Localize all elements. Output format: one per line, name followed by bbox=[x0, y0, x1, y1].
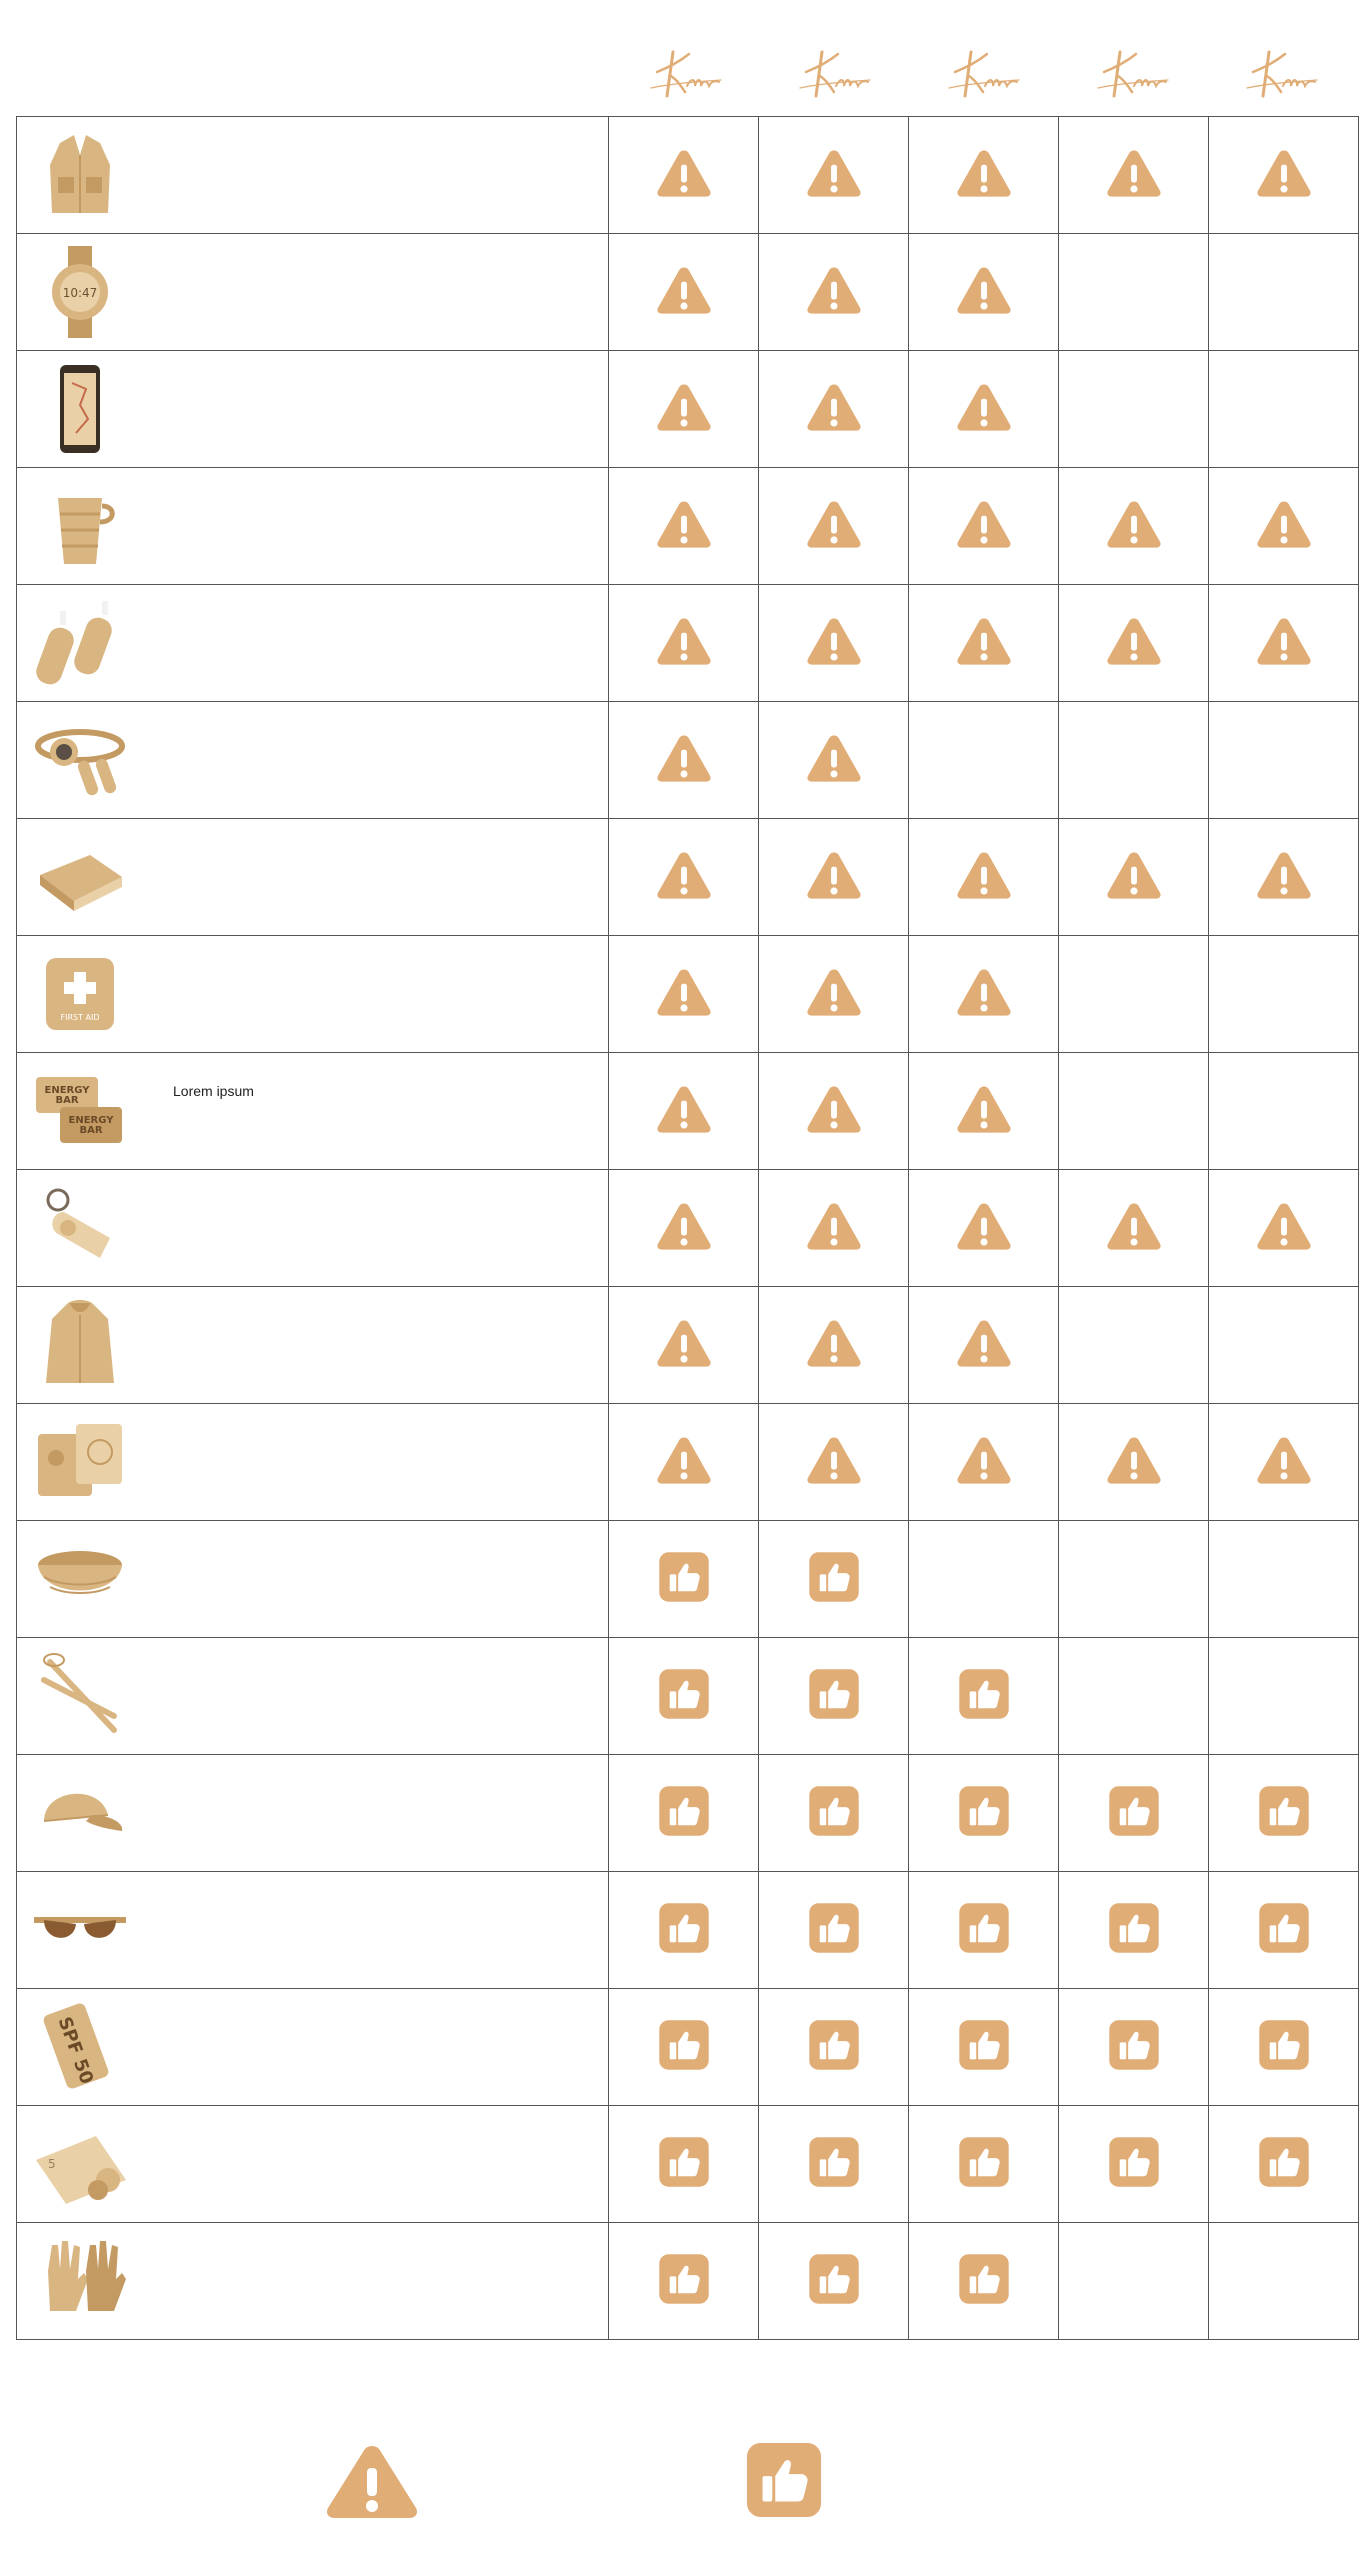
thumbs-up-icon bbox=[658, 2253, 710, 2305]
mark-cell-2 bbox=[759, 936, 909, 1053]
table-row bbox=[17, 234, 1359, 351]
item-cell-phone-map bbox=[17, 351, 609, 468]
warning-triangle-icon bbox=[654, 498, 714, 550]
warning-triangle-icon bbox=[804, 1200, 864, 1252]
mark-cell-5 bbox=[1209, 1989, 1359, 2106]
warning-triangle-icon bbox=[1254, 849, 1314, 901]
mark-cell-2 bbox=[759, 1755, 909, 1872]
km-signature-logo bbox=[645, 42, 725, 104]
warning-triangle-icon bbox=[1254, 1200, 1314, 1252]
item-cell-vest bbox=[17, 117, 609, 234]
warning-triangle-icon bbox=[804, 966, 864, 1018]
warning-triangle-icon bbox=[954, 849, 1014, 901]
warning-triangle-icon bbox=[654, 732, 714, 784]
mark-cell-1 bbox=[609, 1638, 759, 1755]
item-cell-first-aid-kit bbox=[17, 936, 609, 1053]
vest-illustration bbox=[25, 125, 135, 225]
mark-cell-2 bbox=[759, 468, 909, 585]
header-logo-1 bbox=[610, 30, 759, 115]
mark-cell-4 bbox=[1059, 1053, 1209, 1170]
gear-checklist-table bbox=[16, 116, 1359, 2340]
table-row bbox=[17, 1053, 1359, 1170]
mark-cell-2 bbox=[759, 1521, 909, 1638]
warning-triangle-icon bbox=[804, 147, 864, 199]
table-row bbox=[17, 702, 1359, 819]
thumbs-up-icon bbox=[1108, 2019, 1160, 2071]
mark-cell-3 bbox=[909, 2106, 1059, 2223]
thumbs-up-icon bbox=[1108, 2136, 1160, 2188]
mark-cell-3 bbox=[909, 1638, 1059, 1755]
mark-cell-1 bbox=[609, 936, 759, 1053]
mark-cell-4 bbox=[1059, 1989, 1209, 2106]
item-cell-collapsible-cup bbox=[17, 468, 609, 585]
item-cell-cap bbox=[17, 1755, 609, 1872]
mark-cell-4 bbox=[1059, 702, 1209, 819]
collapsible-bowl-illustration bbox=[25, 1529, 135, 1629]
mark-cell-4 bbox=[1059, 117, 1209, 234]
item-cell-whistle bbox=[17, 1170, 609, 1287]
warning-triangle-icon bbox=[654, 966, 714, 1018]
warning-triangle-icon bbox=[1104, 498, 1164, 550]
thumbs-up-icon bbox=[658, 2019, 710, 2071]
thumbs-up-icon bbox=[808, 2253, 860, 2305]
emergency-blanket-image bbox=[17, 819, 143, 935]
table-row bbox=[17, 1521, 1359, 1638]
mark-cell-2 bbox=[759, 1872, 909, 1989]
table-row bbox=[17, 1872, 1359, 1989]
item-cell-sunscreen bbox=[17, 1989, 609, 2106]
warning-triangle-icon bbox=[954, 1317, 1014, 1369]
item-cell-headlamp bbox=[17, 702, 609, 819]
mark-cell-5 bbox=[1209, 936, 1359, 1053]
mark-cell-4 bbox=[1059, 1287, 1209, 1404]
thumbs-up-icon bbox=[958, 1902, 1010, 1954]
mark-cell-5 bbox=[1209, 819, 1359, 936]
table-row bbox=[17, 117, 1359, 234]
header-logo-2 bbox=[759, 30, 908, 115]
mark-cell-3 bbox=[909, 1404, 1059, 1521]
soft-flasks-illustration bbox=[25, 593, 135, 693]
gloves-illustration bbox=[25, 2231, 135, 2331]
item-cell-gloves bbox=[17, 2223, 609, 2340]
warning-triangle-icon bbox=[1254, 147, 1314, 199]
table-row bbox=[17, 936, 1359, 1053]
table-row bbox=[17, 1287, 1359, 1404]
item-cell-soft-flasks bbox=[17, 585, 609, 702]
mark-cell-4 bbox=[1059, 1521, 1209, 1638]
thumbs-up-icon bbox=[658, 1785, 710, 1837]
jacket-illustration bbox=[25, 1295, 135, 1395]
smartwatch-illustration bbox=[25, 242, 135, 342]
id-cards-illustration bbox=[25, 1412, 135, 1512]
warning-triangle-icon bbox=[804, 1317, 864, 1369]
mark-cell-1 bbox=[609, 2106, 759, 2223]
thumbs-up-icon bbox=[808, 2019, 860, 2071]
thumbs-up-icon bbox=[1258, 2019, 1310, 2071]
mark-cell-2 bbox=[759, 1989, 909, 2106]
thumbs-up-icon bbox=[658, 2136, 710, 2188]
sunglasses-image bbox=[17, 1872, 143, 1988]
item-cell-collapsible-bowl bbox=[17, 1521, 609, 1638]
mark-cell-5 bbox=[1209, 1521, 1359, 1638]
mark-cell-4 bbox=[1059, 234, 1209, 351]
table-row bbox=[17, 1170, 1359, 1287]
mark-cell-5 bbox=[1209, 1872, 1359, 1989]
svg-text:SPF 50: SPF 50 bbox=[53, 2014, 98, 2087]
mark-cell-3 bbox=[909, 1170, 1059, 1287]
item-cell-jacket bbox=[17, 1287, 609, 1404]
thumbs-up-icon bbox=[658, 1902, 710, 1954]
mark-cell-4 bbox=[1059, 1872, 1209, 1989]
mark-cell-1 bbox=[609, 234, 759, 351]
mark-cell-4 bbox=[1059, 819, 1209, 936]
mark-cell-5 bbox=[1209, 351, 1359, 468]
mark-cell-2 bbox=[759, 585, 909, 702]
mark-cell-1 bbox=[609, 1989, 759, 2106]
mark-cell-1 bbox=[609, 1521, 759, 1638]
table-row bbox=[17, 1638, 1359, 1755]
table-row bbox=[17, 2106, 1359, 2223]
warning-triangle-icon bbox=[654, 1083, 714, 1135]
mark-cell-4 bbox=[1059, 351, 1209, 468]
item-cell-energy-bars bbox=[17, 1053, 609, 1170]
mark-cell-5 bbox=[1209, 234, 1359, 351]
mark-cell-5 bbox=[1209, 1638, 1359, 1755]
sunglasses-illustration bbox=[25, 1880, 135, 1980]
cash-image bbox=[17, 2106, 143, 2222]
mark-cell-3 bbox=[909, 1521, 1059, 1638]
warning-triangle-icon bbox=[804, 849, 864, 901]
thumbs-up-icon bbox=[808, 2136, 860, 2188]
thumbs-up-icon bbox=[1258, 1785, 1310, 1837]
mark-cell-4 bbox=[1059, 2223, 1209, 2340]
mark-cell-4 bbox=[1059, 936, 1209, 1053]
thumbs-up-icon bbox=[745, 2441, 823, 2519]
item-cell-sunglasses bbox=[17, 1872, 609, 1989]
cash-illustration bbox=[25, 2114, 135, 2214]
thumbs-up-icon bbox=[958, 1785, 1010, 1837]
mark-cell-3 bbox=[909, 819, 1059, 936]
warning-triangle-icon bbox=[1254, 498, 1314, 550]
warning-triangle-icon bbox=[1104, 1200, 1164, 1252]
mark-cell-3 bbox=[909, 2223, 1059, 2340]
thumbs-up-icon bbox=[658, 1551, 710, 1603]
thumbs-up-icon bbox=[958, 2253, 1010, 2305]
warning-triangle-icon bbox=[322, 2440, 422, 2520]
mark-cell-5 bbox=[1209, 1755, 1359, 1872]
warning-triangle-icon bbox=[1104, 147, 1164, 199]
mark-cell-5 bbox=[1209, 117, 1359, 234]
mark-cell-3 bbox=[909, 234, 1059, 351]
phone-map-illustration bbox=[25, 359, 135, 459]
mark-cell-1 bbox=[609, 117, 759, 234]
warning-triangle-icon bbox=[954, 1083, 1014, 1135]
cap-image bbox=[17, 1755, 143, 1871]
mark-cell-1 bbox=[609, 1872, 759, 1989]
warning-triangle-icon bbox=[804, 1083, 864, 1135]
thumbs-up-icon bbox=[808, 1668, 860, 1720]
smartwatch-image bbox=[17, 234, 143, 350]
warning-triangle-icon bbox=[804, 732, 864, 784]
mark-cell-3 bbox=[909, 468, 1059, 585]
mark-cell-3 bbox=[909, 117, 1059, 234]
mark-cell-4 bbox=[1059, 1170, 1209, 1287]
mark-cell-2 bbox=[759, 1638, 909, 1755]
km-signature-logo bbox=[794, 42, 874, 104]
mark-cell-1 bbox=[609, 468, 759, 585]
mark-cell-1 bbox=[609, 702, 759, 819]
mark-cell-3 bbox=[909, 1989, 1059, 2106]
table-row bbox=[17, 1989, 1359, 2106]
sunscreen-illustration bbox=[25, 1997, 135, 2097]
mark-cell-1 bbox=[609, 585, 759, 702]
mark-cell-3 bbox=[909, 1287, 1059, 1404]
warning-triangle-icon bbox=[654, 1200, 714, 1252]
trekking-poles-illustration bbox=[25, 1646, 135, 1746]
mark-cell-4 bbox=[1059, 2106, 1209, 2223]
thumbs-up-icon bbox=[958, 2019, 1010, 2071]
mark-cell-1 bbox=[609, 1053, 759, 1170]
table-row bbox=[17, 1755, 1359, 1872]
item-label: Lorem ipsum bbox=[173, 1083, 254, 1099]
gloves-image bbox=[17, 2223, 143, 2339]
svg-text:BAR: BAR bbox=[79, 1125, 103, 1136]
thumbs-up-icon bbox=[1108, 1785, 1160, 1837]
item-cell-smartwatch bbox=[17, 234, 609, 351]
mark-cell-5 bbox=[1209, 2106, 1359, 2223]
energy-bars-image bbox=[17, 1053, 143, 1169]
warning-triangle-icon bbox=[804, 615, 864, 667]
svg-text:ENERGY: ENERGY bbox=[44, 1085, 90, 1096]
warning-triangle-icon bbox=[654, 264, 714, 316]
thumbs-up-icon bbox=[958, 1668, 1010, 1720]
warning-triangle-icon bbox=[954, 966, 1014, 1018]
mark-cell-2 bbox=[759, 234, 909, 351]
warning-triangle-icon bbox=[1104, 849, 1164, 901]
table-row bbox=[17, 2223, 1359, 2340]
sunscreen-image bbox=[17, 1989, 143, 2105]
warning-triangle-icon bbox=[1254, 1434, 1314, 1486]
warning-triangle-icon bbox=[954, 1200, 1014, 1252]
phone-map-image bbox=[17, 351, 143, 467]
warning-triangle-icon bbox=[804, 498, 864, 550]
collapsible-bowl-image bbox=[17, 1521, 143, 1637]
mark-cell-1 bbox=[609, 351, 759, 468]
mark-cell-2 bbox=[759, 1053, 909, 1170]
first-aid-kit-illustration bbox=[25, 944, 135, 1044]
mark-cell-4 bbox=[1059, 468, 1209, 585]
emergency-blanket-illustration bbox=[25, 827, 135, 927]
vest-image bbox=[17, 117, 143, 233]
warning-triangle-icon bbox=[954, 498, 1014, 550]
warning-triangle-icon bbox=[1104, 615, 1164, 667]
cap-illustration bbox=[25, 1763, 135, 1863]
energy-bars-illustration bbox=[25, 1061, 135, 1161]
mark-cell-3 bbox=[909, 936, 1059, 1053]
mark-cell-2 bbox=[759, 1287, 909, 1404]
warning-triangle-icon bbox=[654, 849, 714, 901]
mark-cell-2 bbox=[759, 819, 909, 936]
warning-triangle-icon bbox=[954, 147, 1014, 199]
legend-like bbox=[745, 2440, 945, 2520]
thumbs-up-icon bbox=[658, 1668, 710, 1720]
mark-cell-5 bbox=[1209, 1404, 1359, 1521]
mark-cell-5 bbox=[1209, 468, 1359, 585]
headlamp-image bbox=[17, 702, 143, 818]
warning-triangle-icon bbox=[804, 381, 864, 433]
warning-triangle-icon bbox=[654, 1434, 714, 1486]
mark-cell-4 bbox=[1059, 1638, 1209, 1755]
warning-triangle-icon bbox=[804, 264, 864, 316]
mark-cell-3 bbox=[909, 351, 1059, 468]
mark-cell-5 bbox=[1209, 1287, 1359, 1404]
legend-warning bbox=[322, 2440, 522, 2520]
soft-flasks-image bbox=[17, 585, 143, 701]
mark-cell-2 bbox=[759, 117, 909, 234]
mark-cell-3 bbox=[909, 1053, 1059, 1170]
thumbs-up-icon bbox=[808, 1902, 860, 1954]
km-signature-logo bbox=[943, 42, 1023, 104]
header-logo-5 bbox=[1206, 30, 1355, 115]
item-cell-trekking-poles bbox=[17, 1638, 609, 1755]
svg-text:FIRST AID: FIRST AID bbox=[60, 1013, 100, 1022]
svg-text:ENERGY: ENERGY bbox=[68, 1115, 114, 1126]
whistle-image bbox=[17, 1170, 143, 1286]
mark-cell-1 bbox=[609, 1404, 759, 1521]
item-cell-id-cards bbox=[17, 1404, 609, 1521]
mark-cell-4 bbox=[1059, 1755, 1209, 1872]
first-aid-kit-image bbox=[17, 936, 143, 1052]
jacket-image bbox=[17, 1287, 143, 1403]
thumbs-up-icon bbox=[958, 2136, 1010, 2188]
thumbs-up-icon bbox=[1258, 1902, 1310, 1954]
table-row bbox=[17, 585, 1359, 702]
header-logo-4 bbox=[1057, 30, 1206, 115]
thumbs-up-icon bbox=[808, 1551, 860, 1603]
mark-cell-3 bbox=[909, 702, 1059, 819]
warning-triangle-icon bbox=[654, 1317, 714, 1369]
mark-cell-5 bbox=[1209, 1053, 1359, 1170]
item-cell-emergency-blanket bbox=[17, 819, 609, 936]
mark-cell-2 bbox=[759, 1170, 909, 1287]
warning-triangle-icon bbox=[954, 1434, 1014, 1486]
warning-triangle-icon bbox=[954, 615, 1014, 667]
mark-cell-3 bbox=[909, 1872, 1059, 1989]
mark-cell-2 bbox=[759, 351, 909, 468]
thumbs-up-icon bbox=[1108, 1902, 1160, 1954]
warning-triangle-icon bbox=[954, 381, 1014, 433]
mark-cell-5 bbox=[1209, 1170, 1359, 1287]
thumbs-up-icon bbox=[808, 1785, 860, 1837]
warning-triangle-icon bbox=[1254, 615, 1314, 667]
svg-text:10:47: 10:47 bbox=[62, 286, 98, 300]
table-row bbox=[17, 1404, 1359, 1521]
collapsible-cup-image bbox=[17, 468, 143, 584]
warning-triangle-icon bbox=[654, 381, 714, 433]
item-cell-cash bbox=[17, 2106, 609, 2223]
svg-text:BAR: BAR bbox=[55, 1095, 79, 1106]
header-logo-3 bbox=[908, 30, 1057, 115]
mark-cell-3 bbox=[909, 585, 1059, 702]
mark-cell-1 bbox=[609, 1755, 759, 1872]
mark-cell-5 bbox=[1209, 2223, 1359, 2340]
warning-triangle-icon bbox=[654, 147, 714, 199]
mark-cell-1 bbox=[609, 1170, 759, 1287]
mark-cell-5 bbox=[1209, 702, 1359, 819]
mark-cell-4 bbox=[1059, 585, 1209, 702]
trekking-poles-image bbox=[17, 1638, 143, 1754]
km-signature-logo bbox=[1092, 42, 1172, 104]
mark-cell-2 bbox=[759, 1404, 909, 1521]
headlamp-illustration bbox=[25, 710, 135, 810]
svg-text:5: 5 bbox=[48, 2157, 56, 2171]
mark-cell-3 bbox=[909, 1755, 1059, 1872]
mark-cell-5 bbox=[1209, 585, 1359, 702]
table-row bbox=[17, 351, 1359, 468]
whistle-illustration bbox=[25, 1178, 135, 1278]
mark-cell-2 bbox=[759, 702, 909, 819]
mark-cell-4 bbox=[1059, 1404, 1209, 1521]
mark-cell-2 bbox=[759, 2223, 909, 2340]
mark-cell-2 bbox=[759, 2106, 909, 2223]
mark-cell-1 bbox=[609, 1287, 759, 1404]
warning-triangle-icon bbox=[804, 1434, 864, 1486]
mark-cell-1 bbox=[609, 2223, 759, 2340]
id-cards-image bbox=[17, 1404, 143, 1520]
collapsible-cup-illustration bbox=[25, 476, 135, 576]
km-signature-logo bbox=[1241, 42, 1321, 104]
warning-triangle-icon bbox=[654, 615, 714, 667]
table-row bbox=[17, 819, 1359, 936]
thumbs-up-icon bbox=[1258, 2136, 1310, 2188]
mark-cell-1 bbox=[609, 819, 759, 936]
warning-triangle-icon bbox=[1104, 1434, 1164, 1486]
header-corner bbox=[18, 30, 608, 110]
warning-triangle-icon bbox=[954, 264, 1014, 316]
table-row bbox=[17, 468, 1359, 585]
